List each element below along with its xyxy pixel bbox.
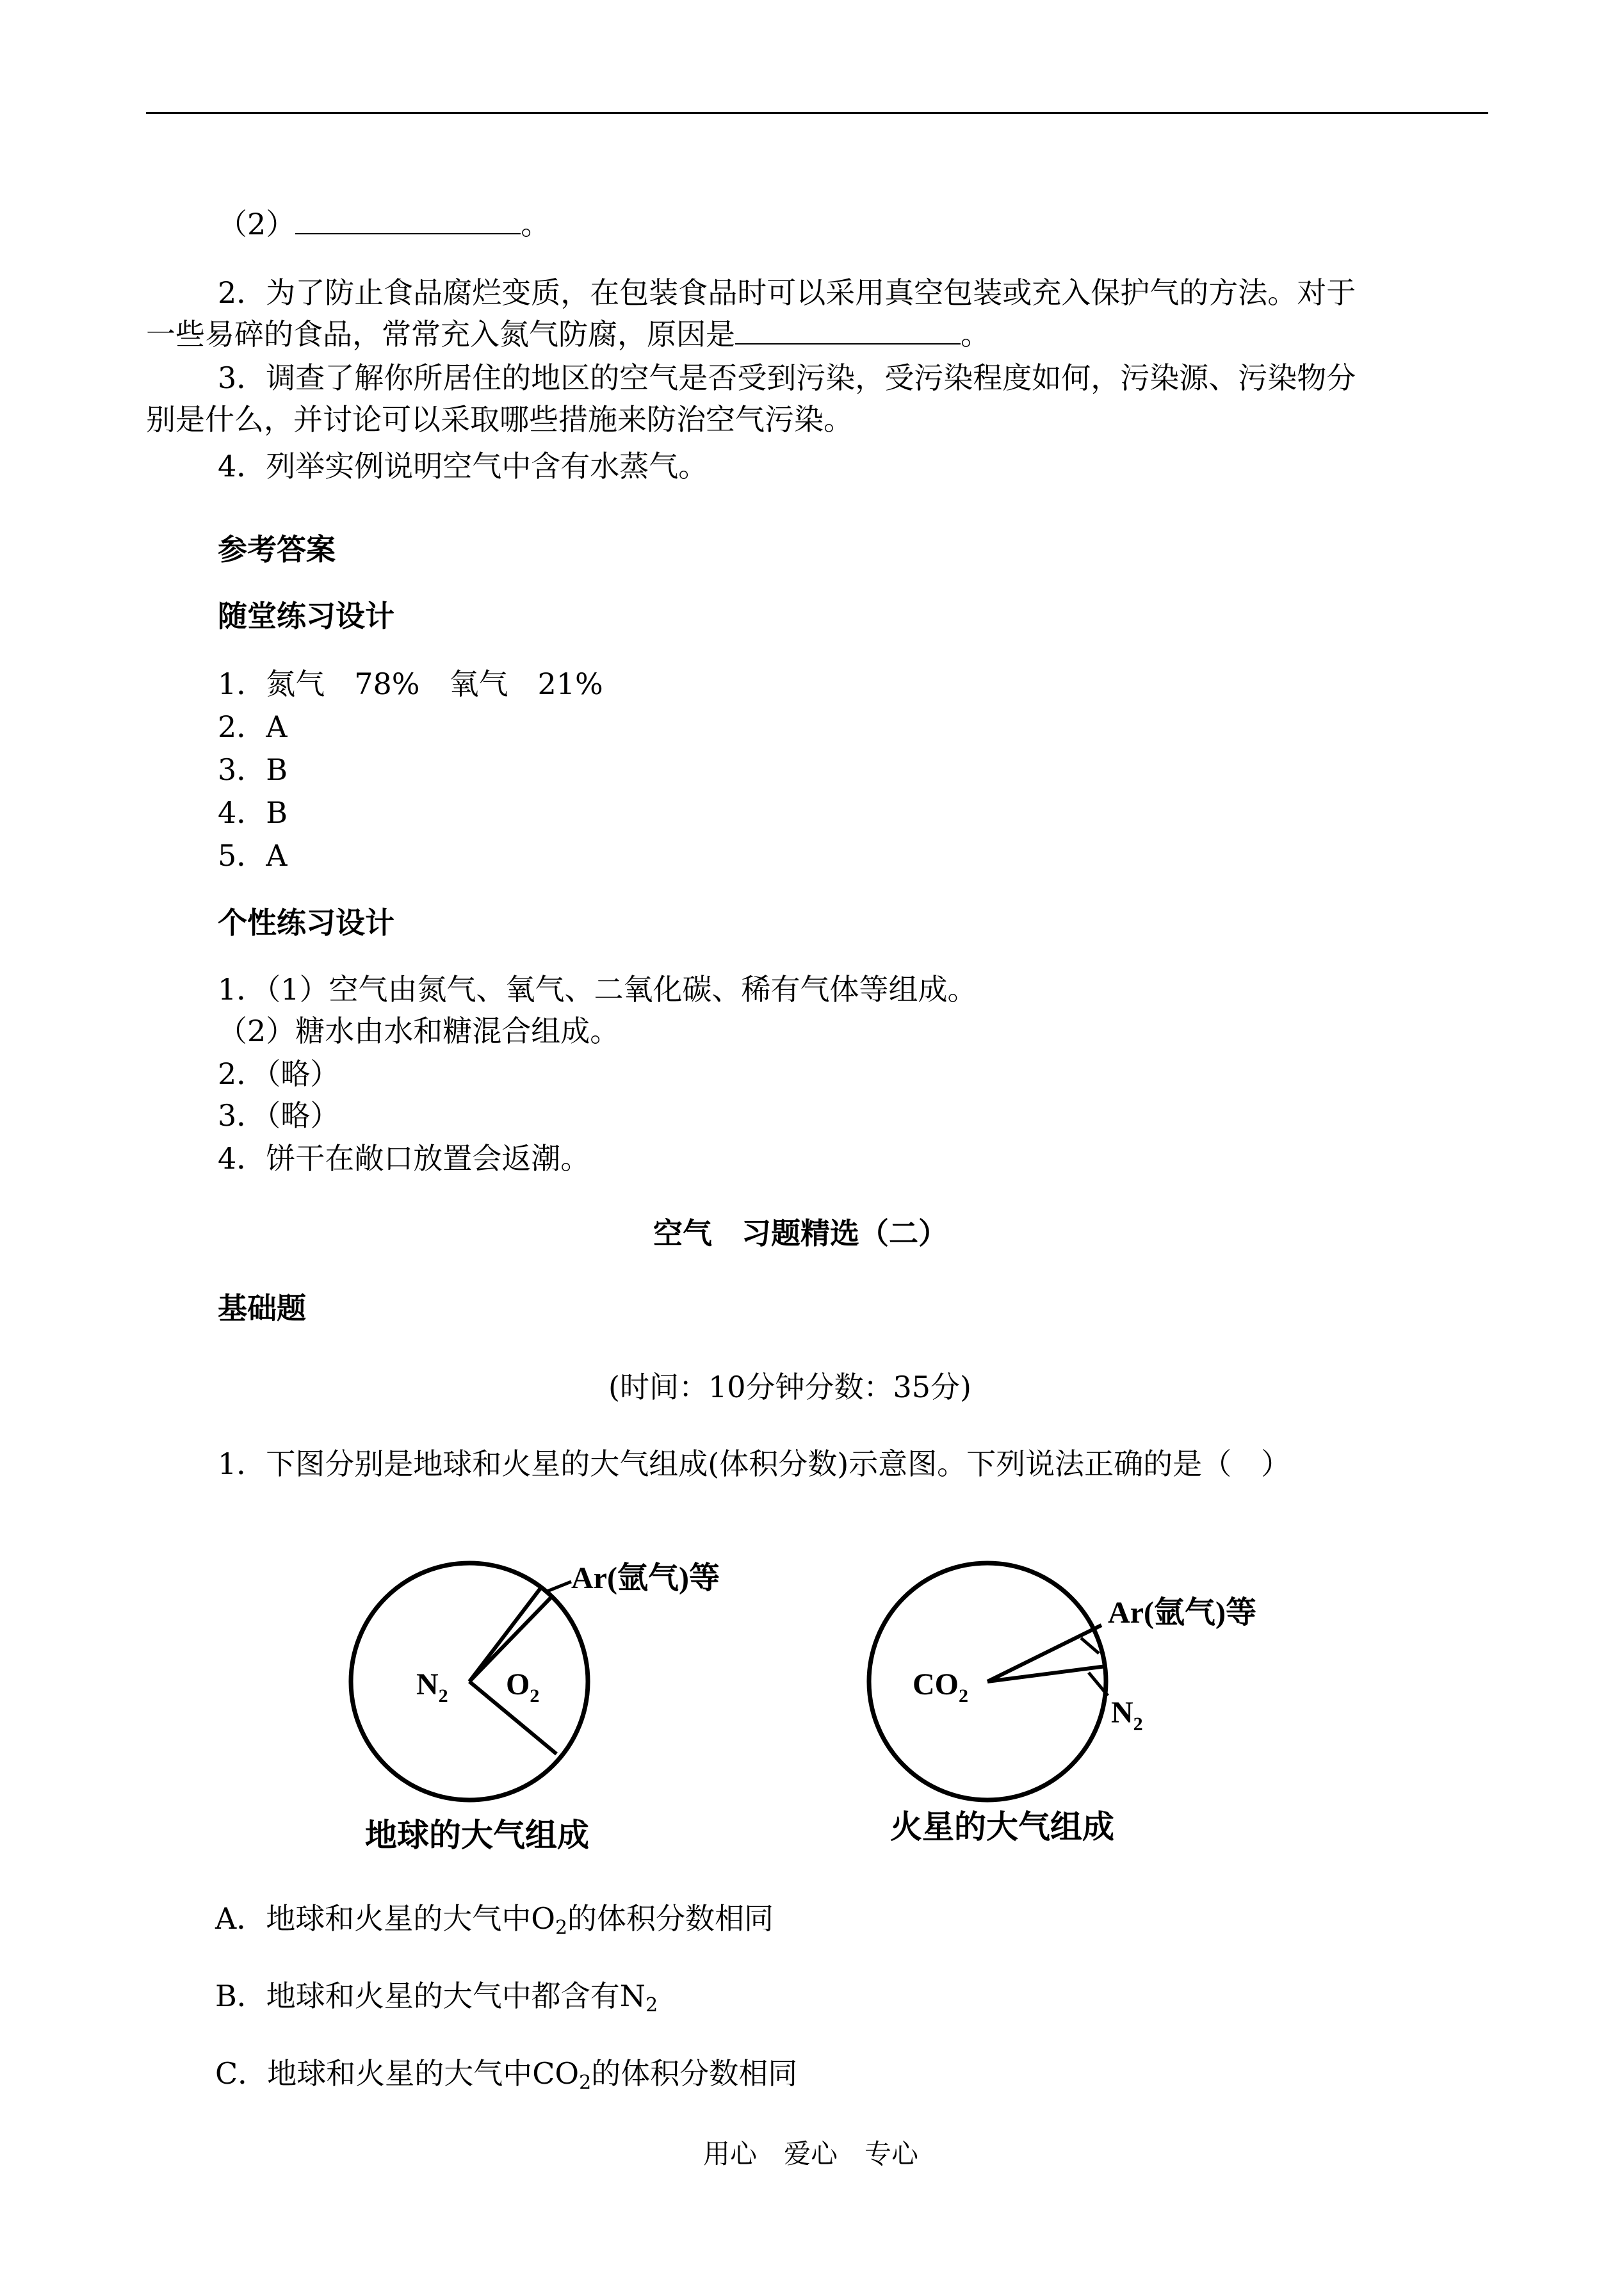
earth-pie <box>351 1561 720 1853</box>
answer-line: 2．（略） <box>218 1057 340 1091</box>
earth-o2-label: $O_2$ <box>506 1667 540 1707</box>
page-footer: 用心 爱心 专心 <box>703 2138 919 2169</box>
q3-line-2: 别是什么，并讨论可以采取哪些措施来防治空气污染。 <box>146 402 853 437</box>
q2-line-2-suffix: 。 <box>961 317 990 352</box>
answer-line: 3．B <box>218 752 288 787</box>
header-rule <box>146 112 1488 114</box>
answer-line: 4．B <box>218 795 288 830</box>
answer-blank <box>295 207 521 234</box>
option-b-subscript: 2 <box>646 1994 658 2016</box>
earth-ar-pointer <box>546 1582 571 1592</box>
answer-line: 1．氮气 78% 氧气 21% <box>218 667 603 701</box>
option-c-text: C．地球和火星的大气中CO <box>215 2056 580 2091</box>
answer-line: 3．（略） <box>218 1098 340 1133</box>
earth-caption: 地球的大气组成 <box>365 1817 589 1853</box>
option-b-text: B．地球和火星的大气中都含有N <box>215 1979 646 2013</box>
q1-sub2-suffix: 。 <box>521 207 551 241</box>
option-b <box>215 1977 658 2015</box>
q1-sub2-prefix: （2） <box>218 207 296 241</box>
time-score-note: (时间：10分钟分数：35分) <box>608 1370 971 1404</box>
q2-line-2 <box>146 315 990 353</box>
mars-n2-label: $N_2$ <box>1111 1696 1143 1735</box>
answer-line: （2）糖水由水和糖混合组成。 <box>218 1014 620 1048</box>
section-heading-class-practice: 随堂练习设计 <box>218 599 394 633</box>
option-a-text: A．地球和火星的大气中O <box>215 1901 555 1936</box>
answer-line: 2．A <box>218 710 288 744</box>
earth-ar-label: Ar(氩气)等 <box>571 1561 720 1595</box>
option-a <box>215 1899 774 1938</box>
mars-pie <box>869 1563 1256 1845</box>
mars-co2-label: $CO_2$ <box>913 1667 968 1707</box>
q4-line: 4．列举实例说明空气中含有水蒸气。 <box>218 449 708 483</box>
mars-ar-label: Ar(氩气)等 <box>1108 1596 1256 1630</box>
option-c-subscript: 2 <box>579 2072 592 2094</box>
q1-sub2-line <box>218 205 550 243</box>
mars-caption: 火星的大气组成 <box>890 1809 1114 1845</box>
atmosphere-diagram <box>333 1537 1332 1870</box>
answer-line: 5．A <box>218 838 288 873</box>
earth-n2-label: $N_2$ <box>416 1667 448 1707</box>
q2-line-2-text: 一些易碎的食品，常常充入氮气防腐，原因是 <box>146 317 735 352</box>
basic-heading: 基础题 <box>218 1291 306 1326</box>
option-a-text-end: 的体积分数相同 <box>567 1901 774 1936</box>
q2-line-1: 2．为了防止食品腐烂变质，在包装食品时可以采用真空包装或充入保护气的方法。对于 <box>218 275 1356 310</box>
section-heading-personal-practice: 个性练习设计 <box>218 905 394 940</box>
answers-heading: 参考答案 <box>218 532 336 567</box>
question-1: 1．下图分别是地球和火星的大气组成(体积分数)示意图。下列说法正确的是（ ） <box>218 1447 1291 1481</box>
option-c <box>215 2054 797 2093</box>
earth-divider <box>469 1587 541 1682</box>
answer-line: 4．饼干在敞口放置会返潮。 <box>218 1141 590 1176</box>
option-c-text-end: 的体积分数相同 <box>591 2056 798 2091</box>
option-a-subscript: 2 <box>555 1917 568 1939</box>
answer-blank <box>735 318 961 345</box>
exercise-title: 空气 习题精选（二） <box>653 1216 948 1251</box>
answer-line: 1．（1）空气由氮气、氧气、二氧化碳、稀有气体等组成。 <box>218 972 977 1007</box>
q3-line-1: 3．调查了解你所居住的地区的空气是否受到污染，受污染程度如何，污染源、污染物分 <box>218 361 1356 395</box>
